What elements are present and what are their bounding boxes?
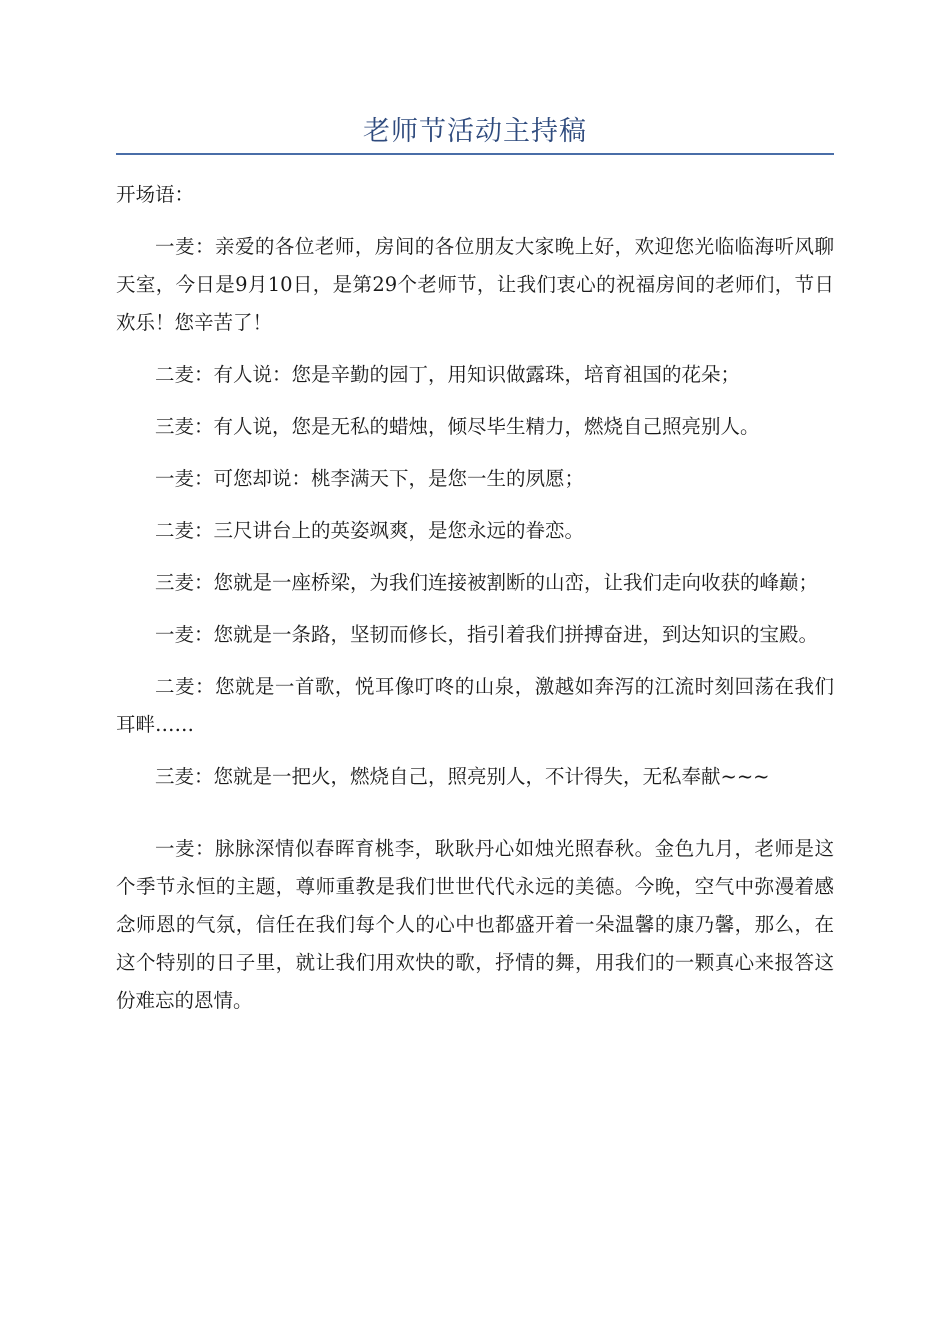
document-body — [116, 176, 834, 1034]
paragraph-1: 一麦：亲爱的各位老师，房间的各位朋友大家晚上好，欢迎您光临临海听风聊天室，今日是9月10日，是第29个老师节，让我们衷心的祝福房间的老师们，节日欢乐！您辛苦了！ — [116, 235, 834, 334]
paragraph-5: 二麦：三尺讲台上的英姿飒爽，是您永远的眷恋。 — [155, 519, 585, 542]
paragraph-3: 三麦：有人说，您是无私的蜡烛，倾尽毕生精力，燃烧自己照亮别人。 — [155, 415, 760, 438]
paragraph-2: 二麦：有人说：您是辛勤的园丁，用知识做露珠，培育祖国的花朵； — [155, 363, 741, 386]
paragraph-opening-label: 开场语： — [116, 183, 195, 206]
paragraph-9: 三麦：您就是一把火，燃烧自己，照亮别人，不计得失，无私奉献~~~ — [155, 765, 770, 788]
paragraph-6: 三麦：您就是一座桥梁，为我们连接被割断的山峦，让我们走向收获的峰巅； — [155, 571, 819, 594]
paragraph-8: 二麦：您就是一首歌，悦耳像叮咚的山泉，激越如奔泻的江流时刻回荡在我们耳畔…… — [116, 675, 834, 736]
paragraph-4: 一麦：可您却说：桃李满天下，是您一生的夙愿； — [155, 467, 585, 490]
title-underline — [116, 153, 834, 155]
document-title: 老师节活动主持稿 — [363, 116, 587, 147]
paragraph-7: 一麦：您就是一条路，坚韧而修长，指引着我们拼搏奋进，到达知识的宝殿。 — [155, 623, 819, 646]
paragraph-10: 一麦：脉脉深情似春晖育桃李，耿耿丹心如烛光照春秋。金色九月，老师是这个季节永恒的主题，尊师重教是我们世世代代永远的美德。今晚，空气中弥漫着感念师恩的气氛，信任在我们每个人的心中也都盛开着一朵温馨的康乃馨，那么，在这个特别的日子里，就让我们用欢快的歌，抒情的舞，用我们的一颗真心来报答这份难忘的恩情。 — [116, 837, 834, 1012]
